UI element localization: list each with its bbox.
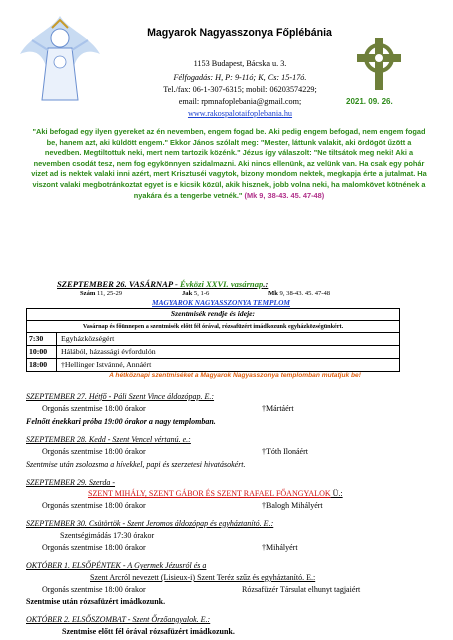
mass-time-tue: Orgonás szentmise 18:00 órakor <box>42 447 146 456</box>
gospel-reference: (Mk 9, 38-43. 45. 47-48) <box>244 190 325 200</box>
intention-thu: †Mihályért <box>262 543 298 552</box>
rosary-after-mass: Szentmise után rózsafüzért imádkozunk. <box>26 597 166 606</box>
mass-order-title: Szentmisék rendje és ideje: <box>27 309 399 321</box>
bulletin-date: 2021. 09. 26. <box>346 97 393 106</box>
day-heading-fri: OKTÓBER 1. ELSŐPÉNTEK - A Gyermek Jézusról és a <box>26 561 207 570</box>
sunday-occasion: Évközi XXVI. vasárnap <box>179 279 264 289</box>
sunday-colon: .: <box>263 279 269 289</box>
intention-fri: Rózsafüzér Társulat elhunyt tagjaiért <box>242 585 361 594</box>
day-heading-fri-2: Szent Arcról nevezett (Lisieux-i) Szent Teréz szűz és egyháztanító. E.: <box>90 573 316 582</box>
mass-table <box>26 308 400 372</box>
day-heading-sat: OKTÓBER 2. ELSŐSZOMBAT - Szent Őrzőangyalok. E.: <box>26 615 211 624</box>
intention-wed: †Balogh Mihályért <box>262 501 323 510</box>
mass-time-wed: Orgonás szentmise 18:00 órakor <box>42 501 146 510</box>
day-heading-mon: SZEPTEMBER 27. Hétfő - Páli Szent Vince áldozópap. E.: <box>26 392 215 401</box>
phone-info: Tel./fax: 06-1-307-6315; mobil: 06203574229; <box>163 85 317 94</box>
reading-label: Jak <box>182 290 193 297</box>
intention-mon: †Mártáért <box>262 404 294 413</box>
feast-suffix: Ü.: <box>330 489 343 498</box>
day-heading-tue: SZEPTEMBER 28. Kedd - Szent Vencel vértanú. e.: <box>26 435 191 444</box>
day-heading-thu: SZEPTEMBER 30. Csütörtök - Szent Jeromos áldozópap és egyháztanító. E.: <box>26 519 274 528</box>
mass-time-fri: Orgonás szentmise 18:00 órakor <box>42 585 146 594</box>
mass-time: 10:00 <box>27 346 57 358</box>
mass-time: 18:00 <box>27 359 57 371</box>
mass-time: 7:30 <box>27 333 57 345</box>
intention-tue: †Tóth Ilonáért <box>262 447 308 456</box>
church-title: MAGYAROK NAGYASSZONYA TEMPLOM <box>152 298 290 307</box>
mass-row <box>27 333 399 346</box>
choir-note: Felnőtt énekkari próba 19:00 órakor a nagy templomban. <box>26 417 216 426</box>
rosary-before-mass: Szentmise előtt fél órával rózsafüzért imádkozunk. <box>62 627 235 636</box>
feast-name: SZENT MIHÁLY, SZENT GÁBOR ÉS SZENT RAFAEL FŐANGYALOK <box>88 489 331 498</box>
mass-row <box>27 346 399 359</box>
reading-label: Szám <box>80 290 96 297</box>
gospel-text: "Aki befogad egy ilyen gyereket az én nevemben, engem fogad be. Aki pedig engem befogad, nem engem fogad be, hanem azt, aki küldött engem." Ekkor János szólalt meg: "Mester, láttunk valakit, aki ördögöt űzött a nevedben. Megtiltottuk neki, mert nem tartozik közénk." Jézus így válaszolt: "Ne tiltsátok meg neki! Aki a nevemben csodát tesz, nem fog egykönnyen szidalmazni. Aki nincs ellenünk, az velünk van. Ha csak egy pohár vizet ad is nektek valaki inni azért, mert Krisztuséi vagytok, bizony mondom nektek, megkapja érte a jutalmat. Ha viszont valaki megbotránkoztat egyet is e kicsik közül, akik hisznek, jobb volna neki, ha malomkövet kötnének a nyakára és a tengerbe vetnék." <box>31 127 427 200</box>
office-hours: Félfogadás: H, P: 9-11ó; K, Cs: 15-17ó. <box>173 73 307 82</box>
rosary-note: Vasárnap és főünnepen a szentmisék előtt fél órával, rózsafüzért imádkozunk egyházközségünkért. <box>27 321 399 333</box>
vespers-note: Szentmise után zsolozsma a hívekkel, papi és szerzetesi hivatásokért. <box>26 460 246 469</box>
mass-row <box>27 359 399 371</box>
weekday-note: A hétköznapi szentmiséket a Magyarok Nagyasszonya templomban mutatjuk be! <box>109 372 361 379</box>
sunday-date: SZEPTEMBER 26. VASÁRNAP - <box>57 279 180 289</box>
day-heading-wed: SZEPTEMBER 29. Szerda - <box>26 478 116 487</box>
mass-intention: Hálából, házassági évfordulón <box>61 347 156 356</box>
parish-title: Magyarok Nagyasszonya Főplébánia <box>147 27 332 39</box>
mass-intention: Egyházközségért <box>61 334 115 343</box>
email-info: email: rpmnafoplebania@gmail.com; <box>178 97 302 106</box>
madonna-logo-icon <box>12 10 108 108</box>
address: 1153 Budapest, Bácska u. 3. <box>193 59 287 68</box>
gospel-quote <box>29 127 429 201</box>
reading-label: Mk <box>268 290 278 297</box>
adoration-thu: Szentségimádás 17:30 órakor <box>60 531 155 540</box>
reading-ref: 5, 1-6 <box>193 290 210 297</box>
reading-ref: 9, 38-43. 45. 47-48 <box>279 290 331 297</box>
mass-intention: †Hellinger Istvánné, Annáért <box>61 360 152 369</box>
reading-ref: 11, 25-29 <box>97 290 123 297</box>
mass-time-thu: Orgonás szentmise 18:00 órakor <box>42 543 146 552</box>
website-link[interactable]: www.rakospalotaifoplebania.hu <box>187 109 293 118</box>
mass-time-mon: Orgonás szentmise 18:00 órakor <box>42 404 146 413</box>
sunday-heading <box>57 279 268 289</box>
